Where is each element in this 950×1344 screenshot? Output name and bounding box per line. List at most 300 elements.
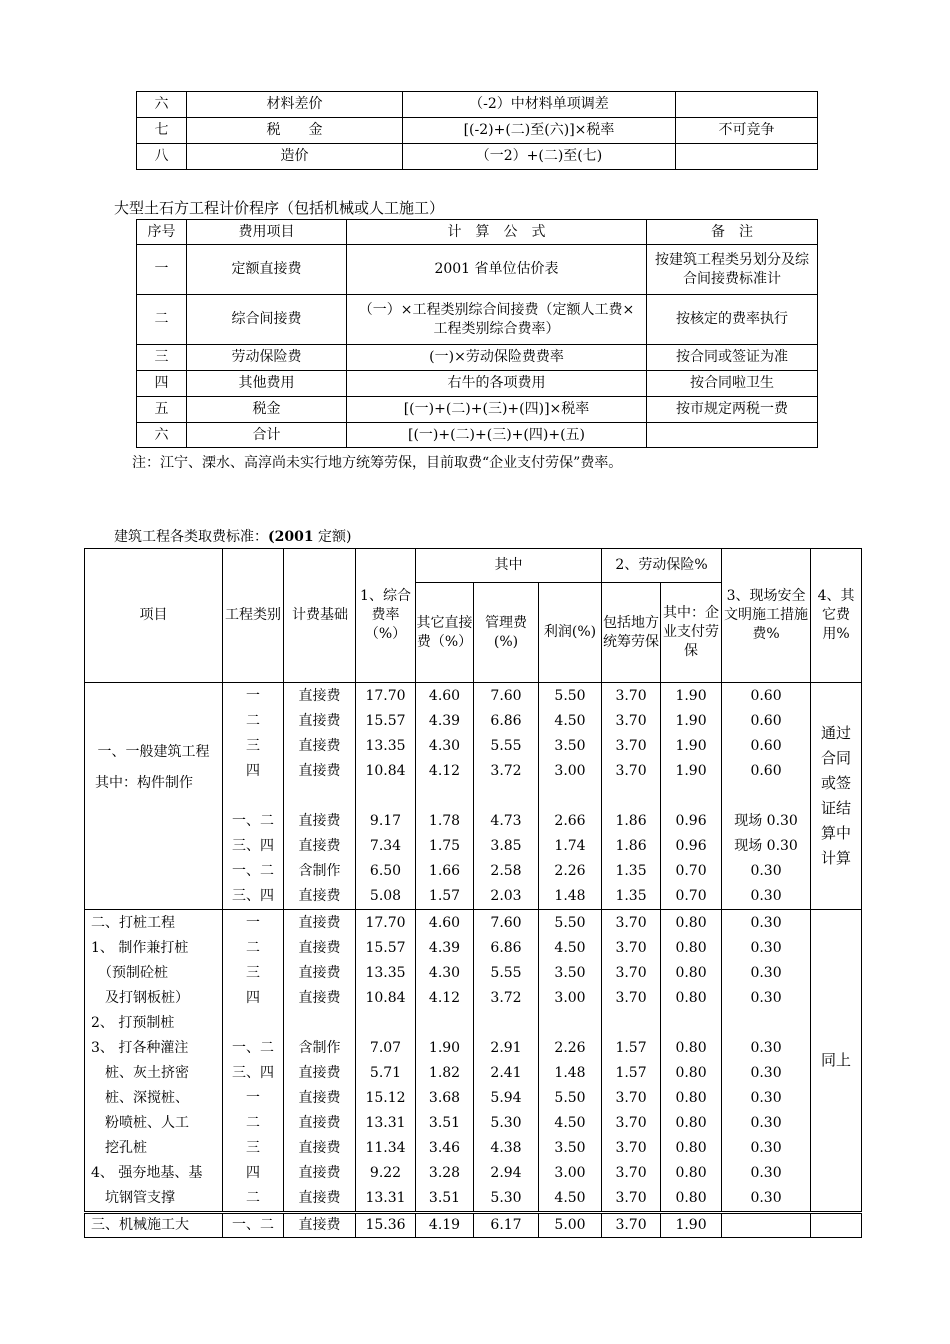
table2-cell-formula: (一)×劳动保险费费率 <box>347 345 647 371</box>
table-cell: 0.80 <box>675 1065 707 1081</box>
table-cell: 0.70 <box>675 888 707 904</box>
table-cell: 0.30 <box>750 1090 782 1106</box>
table-cell: 9.17 <box>369 813 402 829</box>
table-cell: 3.72 <box>490 763 522 779</box>
table-cell: 0.30 <box>750 965 782 981</box>
table1-cell-formula: [(-2)+(二)至(六)]×税率 <box>403 118 676 144</box>
table-cell: 1.90 <box>675 738 707 754</box>
table-cell: 0.30 <box>750 1165 782 1181</box>
table-cell: 一、二 <box>232 1040 274 1056</box>
header-category: 工程类别 <box>223 549 284 683</box>
table1-cell-no: 六 <box>137 92 187 118</box>
table-cell: 11.34 <box>365 1140 406 1156</box>
table-cell: 5.71 <box>369 1065 402 1081</box>
table-cell: 一、二 <box>232 863 274 879</box>
table-cell: 2.91 <box>490 1040 522 1056</box>
header-profit: 利润(%) <box>539 583 602 683</box>
table-cell: 5.08 <box>369 888 402 904</box>
table-cell: 4.50 <box>554 1115 586 1131</box>
table-cell <box>539 784 601 809</box>
table-cell: 9.22 <box>369 1165 402 1181</box>
table-cell: 三 <box>246 965 260 981</box>
section2-label-line: 桩、灰土挤密 <box>91 1065 189 1081</box>
table-cell: 3.70 <box>615 738 647 754</box>
section3-row <box>85 1213 862 1238</box>
header-base: 计费基础 <box>284 549 356 683</box>
section1-label-a: 一、一般建筑工程 <box>97 744 210 760</box>
table-cell: 0.30 <box>750 1140 782 1156</box>
section3-cell: 6.17 <box>474 1213 539 1238</box>
table-cell: 3.68 <box>428 1090 461 1106</box>
section2-label-line: 4、 强夯地基、基 <box>91 1165 203 1181</box>
table2-cell-item: 定额直接费 <box>187 245 347 295</box>
header-note: 备 注 <box>647 220 818 245</box>
table-cell: 5.50 <box>554 915 586 931</box>
header-among-group: 其中 <box>416 549 602 583</box>
fee-procedure-table-continued <box>136 91 818 170</box>
table-cell: 一 <box>246 688 260 704</box>
table-cell: 含制作 <box>298 1040 341 1056</box>
section2-label-line: 桩、深搅桩、 <box>91 1090 189 1106</box>
table-cell: 直接费 <box>298 688 341 704</box>
table-cell: 1.90 <box>675 713 707 729</box>
table-cell: 直接费 <box>298 1090 341 1106</box>
section2-label-line: 3、 打各种灌注 <box>91 1040 189 1056</box>
section2-col-2 <box>356 910 416 1213</box>
section3-cell: 5.00 <box>539 1213 602 1238</box>
table-cell: 5.30 <box>490 1190 522 1206</box>
table-cell: 4.30 <box>428 738 461 754</box>
table-cell: 三 <box>246 738 260 754</box>
table-cell: 0.80 <box>675 1190 707 1206</box>
section2-label-line: 2、 打预制桩 <box>91 1015 175 1031</box>
table-cell: 5.50 <box>554 1090 586 1106</box>
table2-cell-item: 劳动保险费 <box>187 345 347 371</box>
table-cell: 1.90 <box>675 763 707 779</box>
table-cell: 四 <box>246 1165 260 1181</box>
section1-col-1 <box>284 683 356 910</box>
table-cell <box>223 784 283 809</box>
table1-cell-item: 造价 <box>187 144 403 170</box>
table-cell: 1.86 <box>615 813 647 829</box>
table-cell: 15.57 <box>365 940 406 956</box>
table-cell: 4.12 <box>428 990 461 1006</box>
table2-cell-no: 六 <box>137 423 187 448</box>
table-cell <box>661 1011 721 1036</box>
section2-label-line: 1、 制作兼打桩 <box>91 940 189 956</box>
table-cell: 现场 0.30 <box>734 813 798 829</box>
table1-cell-note <box>676 92 818 118</box>
header-company-paid: 其中：企业支付劳保 <box>661 583 722 683</box>
section1-label-b: 其中：构件制作 <box>95 775 193 791</box>
section3-label: 三、机械施工大 <box>85 1213 223 1238</box>
table-cell <box>722 784 810 809</box>
section2-col-4 <box>474 910 539 1213</box>
table-cell: 3.70 <box>615 915 647 931</box>
table-cell: 4.50 <box>554 940 586 956</box>
table-cell: 3.70 <box>615 1140 647 1156</box>
table-cell: 3.70 <box>615 713 647 729</box>
table-cell: 4.39 <box>428 713 461 729</box>
table-cell <box>602 784 660 809</box>
table1-cell-formula: （-2）中材料单项调差 <box>403 92 676 118</box>
section1-col-0 <box>223 683 284 910</box>
table-cell: 直接费 <box>298 1165 341 1181</box>
table-cell: 2.94 <box>490 1165 522 1181</box>
table-cell: 1.35 <box>615 863 647 879</box>
table-cell: 1.74 <box>554 838 586 854</box>
table-cell: 4.30 <box>428 965 461 981</box>
table-cell: 直接费 <box>298 738 341 754</box>
table-cell: 3.28 <box>428 1165 461 1181</box>
table2-row <box>137 423 818 448</box>
table2-cell-note: 按核定的费率执行 <box>647 295 818 345</box>
table2-cell-no: 五 <box>137 397 187 423</box>
table-cell: 0.80 <box>675 1165 707 1181</box>
header-management: 管理费(%) <box>474 583 539 683</box>
table-cell <box>356 1011 415 1036</box>
section3-cell: 直接费 <box>284 1213 356 1238</box>
table-cell: 直接费 <box>298 990 341 1006</box>
table-cell: 直接费 <box>298 940 341 956</box>
table-cell: 0.80 <box>675 1040 707 1056</box>
table-cell: 3.70 <box>615 688 647 704</box>
table2-header-row <box>137 220 818 245</box>
table-cell: 1.66 <box>428 863 461 879</box>
table-cell: 5.50 <box>554 688 586 704</box>
section2-label-line: （预制砼桩 <box>91 965 168 981</box>
header-insurance-group: 2、劳动保险% <box>602 549 722 583</box>
table-cell <box>474 784 538 809</box>
table-cell: 2.41 <box>490 1065 522 1081</box>
section3-cell: 1.90 <box>661 1213 722 1238</box>
table-cell: 3.00 <box>554 990 586 1006</box>
table-cell <box>284 784 355 809</box>
table-cell: 直接费 <box>298 1190 341 1206</box>
table-cell: 3.70 <box>615 1115 647 1131</box>
table2-cell-note: 按合同啦卫生 <box>647 371 818 397</box>
header-item: 费用项目 <box>187 220 347 245</box>
table2-cell-formula: [(一)+(二)+(三)+(四)+(五) <box>347 423 647 448</box>
table-cell: 一、二 <box>232 813 274 829</box>
table-cell: 3.70 <box>615 1165 647 1181</box>
table-cell <box>416 1011 473 1036</box>
table-cell: 0.80 <box>675 940 707 956</box>
section1-col-2 <box>356 683 416 910</box>
table-cell: 17.70 <box>365 915 406 931</box>
table2-cell-item: 综合间接费 <box>187 295 347 345</box>
table-cell <box>602 1011 660 1036</box>
table-cell: 4.12 <box>428 763 461 779</box>
table-cell: 3.00 <box>554 1165 586 1181</box>
table2-row <box>137 371 818 397</box>
table-cell: 6.50 <box>369 863 402 879</box>
table-cell: 15.57 <box>365 713 406 729</box>
table-cell: 二 <box>246 713 260 729</box>
table1-cell-formula: （一2）+(二)至(七) <box>403 144 676 170</box>
table-cell: 4.73 <box>490 813 522 829</box>
table1-row <box>137 118 818 144</box>
table-cell: 0.80 <box>675 1115 707 1131</box>
table-cell: 直接费 <box>298 763 341 779</box>
table-cell: 0.30 <box>750 1065 782 1081</box>
earthwork-fee-procedure-table <box>136 219 818 448</box>
table-cell: 4.38 <box>490 1140 522 1156</box>
construction-fee-standard-table <box>84 548 862 1238</box>
earthwork-table-title: 大型土石方工程计价程序（包括机械或人工施工） <box>114 199 445 217</box>
table-cell: 直接费 <box>298 1115 341 1131</box>
table-cell: 2.26 <box>554 1040 586 1056</box>
section1-col-4 <box>474 683 539 910</box>
table-cell <box>474 1011 538 1036</box>
table-cell: 直接费 <box>298 813 341 829</box>
table-cell: 2.03 <box>490 888 522 904</box>
table-cell: 3.51 <box>428 1115 461 1131</box>
table-cell: 3.85 <box>490 838 522 854</box>
table-cell: 3.50 <box>554 738 586 754</box>
table-cell <box>284 1011 355 1036</box>
table1-cell-note <box>676 144 818 170</box>
table-cell: 7.60 <box>490 915 522 931</box>
table-cell: 5.30 <box>490 1115 522 1131</box>
table-cell: 二 <box>246 1115 260 1131</box>
section1-col-7 <box>661 683 722 910</box>
section1-row <box>85 683 862 910</box>
title-prefix: 建筑工程各类取费标准： <box>114 529 268 545</box>
table-cell: 0.80 <box>675 990 707 1006</box>
table-cell: 1.90 <box>428 1040 461 1056</box>
table-cell: 0.30 <box>750 888 782 904</box>
table-cell: 1.48 <box>554 1065 586 1081</box>
title-bold: (2001 <box>268 529 314 545</box>
section2-row <box>85 910 862 1213</box>
table1-cell-no: 七 <box>137 118 187 144</box>
section2-col-5 <box>539 910 602 1213</box>
title-suffix: 定额) <box>313 529 352 545</box>
table-cell: 4.50 <box>554 713 586 729</box>
section2-col-7 <box>661 910 722 1213</box>
table-cell: 1.86 <box>615 838 647 854</box>
header-project: 项目 <box>85 549 223 683</box>
table-cell: 一 <box>246 915 260 931</box>
table2-cell-formula: 2001 省单位估价表 <box>347 245 647 295</box>
table-cell: 1.57 <box>615 1065 647 1081</box>
table-cell: 一 <box>246 1090 260 1106</box>
table-cell: 2.58 <box>490 863 522 879</box>
table2-cell-formula: （一）×工程类别综合间接费（定额人工费×工程类别综合费率） <box>347 295 647 345</box>
table-cell: 含制作 <box>298 863 341 879</box>
section2-label-line: 及打钢板桩） <box>91 990 189 1006</box>
fee-standard-title <box>114 526 352 546</box>
table1-row <box>137 144 818 170</box>
table-cell: 0.70 <box>675 863 707 879</box>
table-cell: 7.07 <box>369 1040 402 1056</box>
header-formula: 计 算 公 式 <box>347 220 647 245</box>
table-cell: 0.60 <box>750 763 782 779</box>
table-cell: 17.70 <box>365 688 406 704</box>
table-cell: 三、四 <box>232 888 274 904</box>
table-cell: 13.31 <box>365 1190 406 1206</box>
table-cell: 1.82 <box>428 1065 461 1081</box>
table2-cell-note: 按合同或签证为准 <box>647 345 818 371</box>
table-cell: 13.31 <box>365 1115 406 1131</box>
table-cell: 0.30 <box>750 1190 782 1206</box>
table2-row <box>137 345 818 371</box>
table-cell: 1.78 <box>428 813 461 829</box>
section1-col-6 <box>602 683 661 910</box>
table-cell: 10.84 <box>365 990 406 1006</box>
table-cell: 0.60 <box>750 688 782 704</box>
table2-cell-item: 其他费用 <box>187 371 347 397</box>
section3-cell: 4.19 <box>416 1213 474 1238</box>
section3-cell <box>722 1213 811 1238</box>
table-cell: 三、四 <box>232 1065 274 1081</box>
table-cell: 3.70 <box>615 990 647 1006</box>
earthwork-footnote: 注：江宁、溧水、高淳尚未实行地方统筹劳保，目前取费“企业支付劳保”费率。 <box>132 455 623 471</box>
table-cell: 15.12 <box>365 1090 406 1106</box>
table-cell: 13.35 <box>365 738 406 754</box>
table2-row <box>137 397 818 423</box>
table-cell: 6.86 <box>490 713 522 729</box>
table-cell <box>722 1011 810 1036</box>
table-cell: 3.50 <box>554 965 586 981</box>
table-cell: 6.86 <box>490 940 522 956</box>
section1-other-fee: 通过合同或签证结算中计算 <box>811 683 862 910</box>
table-cell: 4.39 <box>428 940 461 956</box>
section2-col-8 <box>722 910 811 1213</box>
table2-body <box>137 220 818 448</box>
table2-cell-formula: 右牛的各项费用 <box>347 371 647 397</box>
table-cell <box>539 1011 601 1036</box>
table-cell: 3.70 <box>615 1190 647 1206</box>
table-cell: 3.00 <box>554 763 586 779</box>
table-cell: 0.30 <box>750 915 782 931</box>
table1-cell-note: 不可竞争 <box>676 118 818 144</box>
section2-other-fee: 同上 <box>811 910 862 1213</box>
table-cell: 0.80 <box>675 965 707 981</box>
header-safety: 3、现场安全文明施工措施费% <box>722 549 811 683</box>
table-cell: 0.30 <box>750 990 782 1006</box>
section2-labels <box>85 910 223 1213</box>
table2-cell-formula: [(一)+(二)+(三)+(四)]×税率 <box>347 397 647 423</box>
table-cell: 四 <box>246 990 260 1006</box>
table-cell: 0.80 <box>675 915 707 931</box>
table2-cell-note: 按市规定两税一费 <box>647 397 818 423</box>
table-cell: 二 <box>246 1190 260 1206</box>
table-cell: 四 <box>246 763 260 779</box>
section1-label <box>85 683 223 910</box>
table2-cell-no: 一 <box>137 245 187 295</box>
table-cell: 直接费 <box>298 1140 341 1156</box>
section1-col-8 <box>722 683 811 910</box>
table-cell: 3.70 <box>615 763 647 779</box>
table-cell: 2.26 <box>554 863 586 879</box>
table-cell: 0.96 <box>675 838 707 854</box>
table-cell: 3.70 <box>615 940 647 956</box>
table-cell: 3.72 <box>490 990 522 1006</box>
section2-col-0 <box>223 910 284 1213</box>
table2-cell-no: 二 <box>137 295 187 345</box>
table-cell: 0.30 <box>750 863 782 879</box>
table-cell <box>416 784 473 809</box>
table-cell: 0.60 <box>750 713 782 729</box>
table-cell: 2.66 <box>554 813 586 829</box>
table2-cell-no: 三 <box>137 345 187 371</box>
table2-cell-note: 按建筑工程类另划分及综合间接费标准计 <box>647 245 818 295</box>
table1-body <box>137 92 818 170</box>
table-cell: 4.60 <box>428 915 461 931</box>
table-cell: 1.90 <box>675 688 707 704</box>
table2-cell-item: 税金 <box>187 397 347 423</box>
table-cell: 0.30 <box>750 1115 782 1131</box>
section1-col-5 <box>539 683 602 910</box>
table2-cell-no: 四 <box>137 371 187 397</box>
table-cell: 4.60 <box>428 688 461 704</box>
table-cell: 直接费 <box>298 888 341 904</box>
table-cell: 3.50 <box>554 1140 586 1156</box>
table-cell: 1.48 <box>554 888 586 904</box>
section3-cell: 一、二 <box>223 1213 284 1238</box>
section2-col-6 <box>602 910 661 1213</box>
section3-cell: 15.36 <box>356 1213 416 1238</box>
table2-row <box>137 245 818 295</box>
section3-cell: 3.70 <box>602 1213 661 1238</box>
table2-cell-item: 合计 <box>187 423 347 448</box>
table-cell: 10.84 <box>365 763 406 779</box>
section1-col-3 <box>416 683 474 910</box>
table-cell: 3.70 <box>615 1090 647 1106</box>
table-cell: 直接费 <box>298 713 341 729</box>
table-cell: 7.34 <box>369 838 402 854</box>
table-cell <box>356 784 415 809</box>
section2-col-1 <box>284 910 356 1213</box>
table-cell: 直接费 <box>298 965 341 981</box>
header-no: 序号 <box>137 220 187 245</box>
section2-label-line: 坑钢管支撑 <box>91 1190 175 1206</box>
table-cell: 3.51 <box>428 1190 461 1206</box>
table-cell: 5.94 <box>490 1090 522 1106</box>
header-local-pool: 包括地方统筹劳保 <box>602 583 661 683</box>
section2-label-line: 二、打桩工程 <box>91 915 175 931</box>
table2-cell-note <box>647 423 818 448</box>
table-cell: 4.50 <box>554 1190 586 1206</box>
table3-body <box>85 549 862 1238</box>
table-cell: 5.55 <box>490 965 522 981</box>
table-cell <box>661 784 721 809</box>
table2-row <box>137 295 818 345</box>
table-cell: 0.30 <box>750 1040 782 1056</box>
table-cell: 0.60 <box>750 738 782 754</box>
section2-label-line: 挖孔桩 <box>91 1140 147 1156</box>
table-cell <box>223 1011 283 1036</box>
table3-header-row-1 <box>85 549 862 583</box>
table-cell: 直接费 <box>298 838 341 854</box>
table-cell: 三、四 <box>232 838 274 854</box>
section2-label-line: 粉喷桩、人工 <box>91 1115 189 1131</box>
table1-cell-no: 八 <box>137 144 187 170</box>
header-other-fee: 4、其它费用% <box>811 549 862 683</box>
table-cell: 二 <box>246 940 260 956</box>
table-cell: 3.46 <box>428 1140 461 1156</box>
table-cell: 1.57 <box>428 888 461 904</box>
table-cell: 0.96 <box>675 813 707 829</box>
table1-cell-item: 材料差价 <box>187 92 403 118</box>
table-cell: 直接费 <box>298 1065 341 1081</box>
table-cell: 三 <box>246 1140 260 1156</box>
table-cell: 1.75 <box>428 838 461 854</box>
table-cell: 直接费 <box>298 915 341 931</box>
table-cell: 1.35 <box>615 888 647 904</box>
